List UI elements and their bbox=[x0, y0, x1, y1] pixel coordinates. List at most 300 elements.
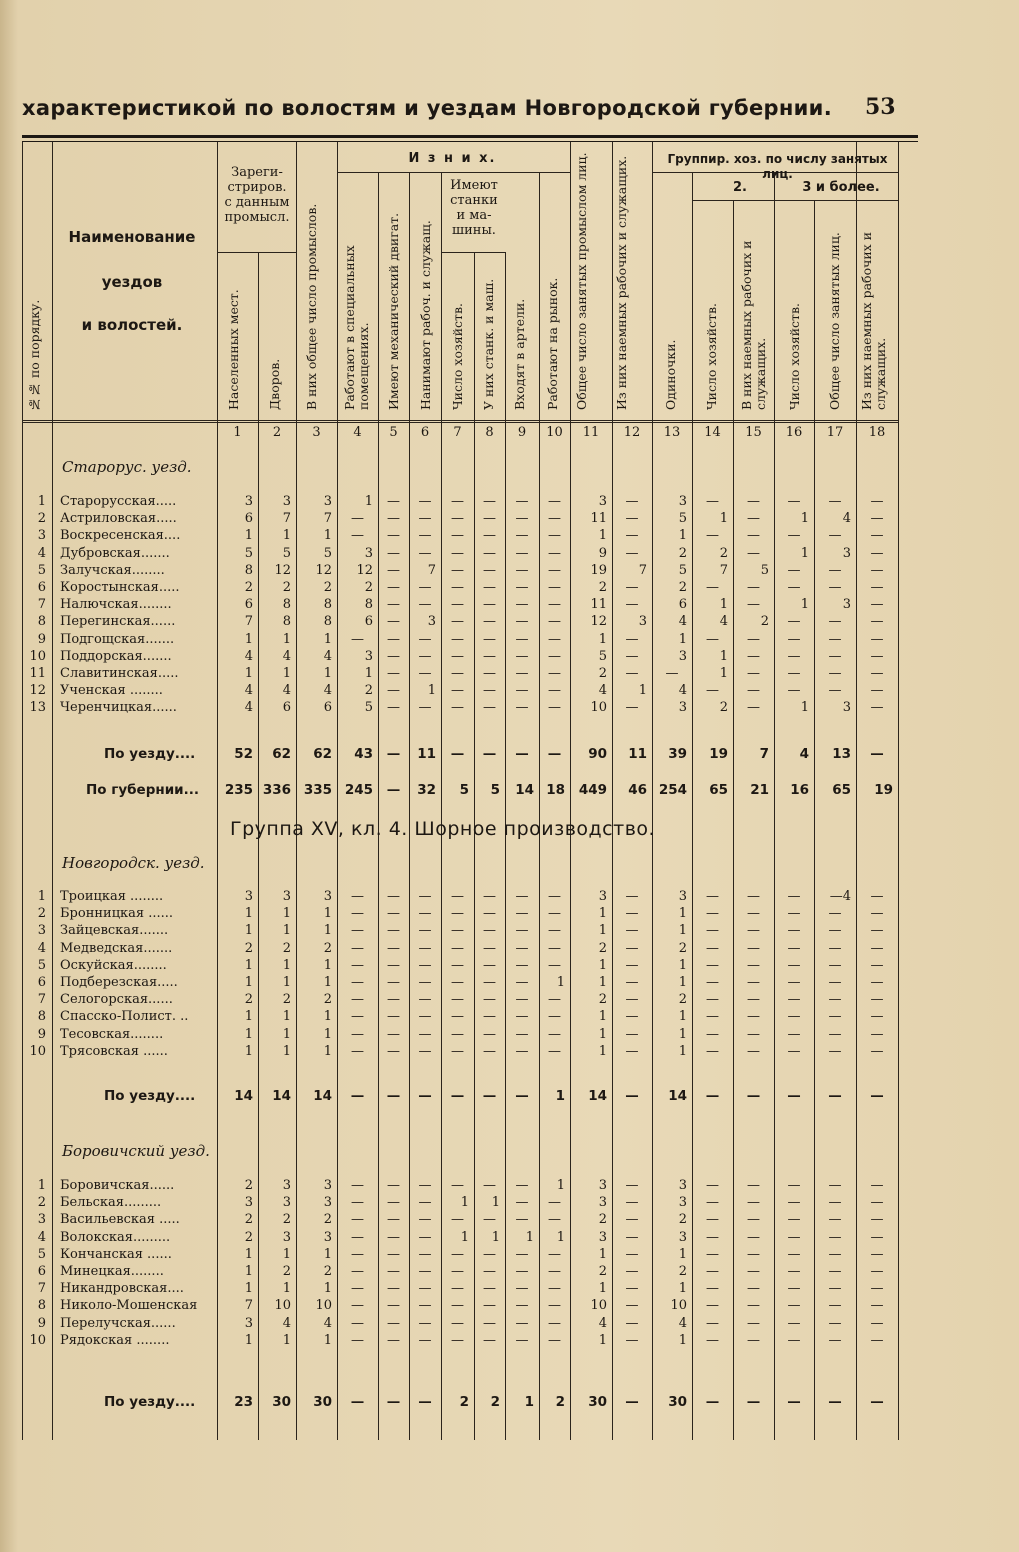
table-cell: — bbox=[418, 1195, 432, 1211]
table-cell: 1 bbox=[678, 975, 687, 990]
table-cell: — bbox=[625, 666, 639, 681]
table-cell: — bbox=[625, 580, 639, 595]
table-cell: — bbox=[418, 1332, 432, 1348]
volost-name: Перегинская...... bbox=[60, 614, 176, 630]
column-number: 10 bbox=[546, 425, 563, 440]
row-number: 10 bbox=[29, 1043, 46, 1059]
table-cell: 1 bbox=[556, 975, 565, 990]
table-cell: 5 bbox=[459, 782, 469, 798]
table-cell: 65 bbox=[832, 782, 851, 798]
table-cell: — bbox=[515, 1195, 529, 1211]
table-cell: 5 bbox=[678, 562, 687, 578]
table-cell: — bbox=[515, 511, 529, 527]
table-cell: — bbox=[870, 1178, 884, 1193]
col-name-header-2: уездов bbox=[101, 273, 163, 291]
row-number: 11 bbox=[29, 666, 46, 681]
page-header-title: характеристикой по волостям и уездам Новгородской губернии. bbox=[22, 96, 832, 120]
table-cell: — bbox=[387, 1332, 400, 1348]
table-cell: — bbox=[828, 562, 842, 578]
row-number: 4 bbox=[37, 940, 46, 956]
column-number: 16 bbox=[785, 425, 803, 440]
table-cell: — bbox=[451, 923, 464, 939]
table-cell: — bbox=[451, 975, 464, 990]
table-cell: 1 bbox=[598, 1281, 607, 1297]
section-title-borovichi: Боровичский уезд. bbox=[62, 1142, 210, 1160]
table-cell: 7 bbox=[282, 511, 291, 527]
table-cell: 1 bbox=[678, 528, 687, 544]
table-cell: — bbox=[747, 1212, 760, 1228]
table-cell: — bbox=[706, 1043, 719, 1059]
table-cell: 6 bbox=[244, 597, 253, 613]
table-cell: — bbox=[625, 906, 639, 922]
grouping-header: Группир. хоз. по числу занятых лиц. bbox=[667, 152, 888, 181]
table-cell: — bbox=[706, 631, 719, 647]
table-cell: 52 bbox=[234, 746, 253, 762]
table-cell: 4 bbox=[323, 648, 332, 664]
table-cell: 9 bbox=[598, 545, 607, 561]
row-number: 8 bbox=[37, 614, 46, 630]
table-cell: — bbox=[483, 975, 496, 990]
table-cell: 3 bbox=[598, 889, 607, 904]
row-number: 3 bbox=[37, 528, 46, 544]
table-cell: — bbox=[451, 1298, 464, 1314]
table-cell: — bbox=[482, 1088, 497, 1104]
table-cell: 10 bbox=[590, 1298, 607, 1314]
table-cell: — bbox=[625, 597, 639, 613]
table-cell: — bbox=[483, 992, 496, 1008]
table-cell: 1 bbox=[491, 1229, 500, 1245]
table-cell: — bbox=[387, 889, 400, 904]
table-cell: — bbox=[870, 1229, 884, 1245]
table-cell: 6 bbox=[282, 700, 291, 716]
table-cell: — bbox=[418, 1088, 432, 1104]
table-cell: — bbox=[418, 975, 432, 990]
table-cell: — bbox=[787, 940, 801, 956]
table-cell: — bbox=[828, 957, 842, 973]
volost-name: Славитинская..... bbox=[60, 666, 179, 681]
table-cell: — bbox=[548, 1298, 561, 1314]
table-cell: — bbox=[870, 746, 884, 762]
table-cell: — bbox=[387, 545, 400, 561]
table-cell: 6 bbox=[323, 700, 332, 716]
table-cell: — bbox=[451, 562, 464, 578]
column-number: 2 bbox=[272, 425, 282, 440]
table-cell: — bbox=[870, 511, 884, 527]
table-cell: — bbox=[870, 700, 884, 716]
table-cell: 2 bbox=[323, 1264, 332, 1279]
table-cell: 2 bbox=[244, 1229, 253, 1245]
table-cell: — bbox=[787, 648, 801, 664]
table-cell: 14 bbox=[588, 1088, 607, 1104]
table-cell: — bbox=[483, 1043, 496, 1059]
table-cell: — bbox=[870, 1315, 884, 1331]
table-cell: — bbox=[828, 923, 842, 939]
table-cell: 4 bbox=[244, 683, 253, 699]
table-cell: — bbox=[548, 1026, 561, 1042]
table-cell: — bbox=[451, 1281, 464, 1297]
table-cell: 5 bbox=[364, 700, 373, 716]
table-cell: 1 bbox=[598, 923, 607, 939]
settlements-header: Населенных мест. bbox=[226, 289, 241, 410]
table-cell: — bbox=[482, 746, 497, 762]
table-cell: — bbox=[418, 889, 432, 904]
table-cell: — bbox=[483, 597, 496, 613]
table-cell: — bbox=[387, 1195, 400, 1211]
table-cell: — bbox=[451, 1264, 464, 1279]
grid-vline bbox=[22, 142, 23, 1440]
table-cell: 2 bbox=[678, 1212, 687, 1228]
table-cell: — bbox=[747, 1315, 760, 1331]
table-cell: 2 bbox=[490, 1394, 500, 1410]
table-cell: — bbox=[548, 683, 561, 699]
table-cell: — bbox=[387, 511, 400, 527]
row-number: 7 bbox=[37, 992, 46, 1008]
table-cell: — bbox=[747, 648, 760, 664]
table-cell: — bbox=[515, 666, 529, 681]
table-cell: 1 bbox=[598, 906, 607, 922]
table-cell: 65 bbox=[709, 782, 728, 798]
table-cell: 1 bbox=[525, 1229, 534, 1245]
table-cell: — bbox=[351, 992, 364, 1008]
table-cell: — bbox=[515, 1264, 529, 1279]
table-cell: — bbox=[828, 1043, 842, 1059]
table-cell: — bbox=[787, 1043, 801, 1059]
table-cell: 4 bbox=[282, 683, 291, 699]
column-number: 11 bbox=[582, 425, 600, 440]
table-cell: — bbox=[870, 1026, 884, 1042]
table-cell: — bbox=[706, 957, 719, 973]
table-cell: — bbox=[483, 1315, 496, 1331]
table-cell: — bbox=[706, 528, 719, 544]
table-cell: 235 bbox=[224, 782, 253, 798]
table-cell: — bbox=[483, 666, 496, 681]
table-cell: — bbox=[548, 957, 561, 973]
table-cell: — bbox=[387, 683, 400, 699]
table-cell: 4 bbox=[678, 683, 687, 699]
table-cell: 2 bbox=[323, 992, 332, 1008]
table-cell: — bbox=[483, 1264, 496, 1279]
table-cell: — bbox=[418, 940, 432, 956]
table-cell: — bbox=[483, 1332, 496, 1348]
table-cell: — bbox=[351, 528, 364, 544]
table-cell: — bbox=[515, 1009, 529, 1025]
table-cell: 2 bbox=[719, 700, 728, 716]
table-cell: — bbox=[828, 1298, 842, 1314]
table-cell: — bbox=[787, 1212, 801, 1228]
table-cell: — bbox=[706, 1332, 719, 1348]
table-cell: — bbox=[418, 1026, 432, 1042]
table-cell: — bbox=[387, 1298, 400, 1314]
table-cell: 2 bbox=[459, 1394, 469, 1410]
table-cell: 4 bbox=[678, 614, 687, 630]
table-cell: — bbox=[387, 1212, 400, 1228]
table-cell: 62 bbox=[272, 746, 291, 762]
column-number: 14 bbox=[704, 425, 721, 440]
table-cell: — bbox=[451, 1009, 464, 1025]
table-cell: — bbox=[787, 1009, 801, 1025]
table-cell: — bbox=[747, 1178, 760, 1193]
table-cell: 1 bbox=[282, 975, 291, 990]
table-cell: 8 bbox=[244, 562, 253, 578]
table-cell: 1 bbox=[800, 545, 809, 561]
table-cell: 2 bbox=[282, 1264, 291, 1279]
table-cell: — bbox=[418, 631, 432, 647]
table-cell: — bbox=[828, 940, 842, 956]
table-cell: 4 bbox=[282, 648, 291, 664]
table-cell: — bbox=[387, 1178, 400, 1193]
table-cell: — bbox=[351, 1332, 364, 1348]
table-cell: — bbox=[870, 889, 884, 904]
row-number: 1 bbox=[37, 494, 46, 509]
table-cell: 1 bbox=[719, 597, 728, 613]
table-cell: — bbox=[483, 683, 496, 699]
table-cell: 2 bbox=[244, 1212, 253, 1228]
volost-name: Тесовская........ bbox=[60, 1026, 164, 1042]
column-number: 18 bbox=[868, 425, 886, 440]
row-number: 7 bbox=[37, 597, 46, 613]
row-number: 2 bbox=[37, 511, 46, 527]
table-cell: — bbox=[418, 906, 432, 922]
table-cell: — bbox=[351, 1264, 364, 1279]
table-cell: — bbox=[387, 580, 400, 595]
table-cell: — bbox=[828, 631, 842, 647]
table-cell: — bbox=[548, 614, 561, 630]
table-cell: 7 bbox=[244, 1298, 253, 1314]
table-cell: 39 bbox=[668, 746, 687, 762]
row-number: 10 bbox=[29, 648, 46, 664]
row-number: 13 bbox=[29, 700, 46, 716]
table-cell: — bbox=[418, 528, 432, 544]
table-cell: 1 bbox=[638, 683, 647, 699]
table-cell: — bbox=[350, 1394, 365, 1410]
table-cell: 1 bbox=[244, 1009, 253, 1025]
table-cell: — bbox=[351, 1298, 364, 1314]
table-cell: — bbox=[706, 1026, 719, 1042]
table-cell: 2 bbox=[598, 940, 607, 956]
table-cell: 3 bbox=[282, 1178, 291, 1193]
column-number: 5 bbox=[389, 425, 398, 440]
table-cell: 1 bbox=[282, 1043, 291, 1059]
volost-name: Зайцевская....... bbox=[60, 923, 169, 939]
table-cell: 2 bbox=[323, 1212, 332, 1228]
table-cell: — bbox=[483, 494, 496, 509]
table-cell: — bbox=[515, 1332, 529, 1348]
table-cell: — bbox=[747, 511, 760, 527]
table-cell: — bbox=[451, 1178, 464, 1193]
table-cell: 5 bbox=[490, 782, 500, 798]
table-cell: 10 bbox=[590, 700, 607, 716]
grid-vline bbox=[52, 142, 53, 1440]
table-cell: — bbox=[483, 648, 496, 664]
table-cell: 5 bbox=[282, 545, 291, 561]
table-cell: — bbox=[351, 1229, 364, 1245]
table-cell: — bbox=[706, 1246, 719, 1262]
table-cell: 1 bbox=[244, 1026, 253, 1042]
table-cell: — bbox=[828, 1195, 842, 1211]
table-cell: — bbox=[787, 1229, 801, 1245]
volost-name: Никандровская.... bbox=[60, 1281, 184, 1297]
table-cell: 1 bbox=[244, 1281, 253, 1297]
table-cell: — bbox=[870, 992, 884, 1008]
table-cell: — bbox=[418, 1009, 432, 1025]
table-cell: — bbox=[515, 683, 529, 699]
table-cell: — bbox=[870, 906, 884, 922]
table-cell: — bbox=[828, 528, 842, 544]
table-cell: — bbox=[387, 940, 400, 956]
table-cell: 90 bbox=[588, 746, 607, 762]
table-cell: 1 bbox=[364, 666, 373, 681]
table-cell: — bbox=[706, 1178, 719, 1193]
table-cell: — bbox=[746, 1394, 761, 1410]
table-cell: — bbox=[787, 580, 801, 595]
table-cell: — bbox=[483, 545, 496, 561]
volost-name: Васильевская ..... bbox=[60, 1212, 180, 1228]
table-cell: 3 bbox=[598, 1195, 607, 1211]
table-cell: — bbox=[625, 494, 639, 509]
table-cell: 1 bbox=[556, 1178, 565, 1193]
table-cell: — bbox=[625, 1246, 639, 1262]
persons3-header: Общее число занятых лиц. bbox=[827, 232, 842, 410]
table-cell: 1 bbox=[678, 906, 687, 922]
table-cell: — bbox=[515, 1246, 529, 1262]
table-cell: — bbox=[418, 1229, 432, 1245]
table-cell: — bbox=[747, 1195, 760, 1211]
table-cell: — bbox=[747, 597, 760, 613]
table-cell: 1 bbox=[678, 1246, 687, 1262]
table-cell: — bbox=[787, 1026, 801, 1042]
table-cell: — bbox=[870, 1298, 884, 1314]
table-cell: — bbox=[747, 1281, 760, 1297]
table-cell: — bbox=[351, 1246, 364, 1262]
table-cell: — bbox=[706, 906, 719, 922]
volost-name: Залучская........ bbox=[60, 562, 165, 578]
table-cell: — bbox=[451, 1246, 464, 1262]
table-cell: 2 bbox=[678, 992, 687, 1008]
table-cell: — bbox=[515, 528, 529, 544]
grid-vline bbox=[258, 252, 259, 1440]
table-cell: — bbox=[870, 1009, 884, 1025]
table-cell: — bbox=[787, 666, 801, 681]
table-cell: 1 bbox=[598, 1246, 607, 1262]
table-cell: 2 bbox=[555, 1394, 565, 1410]
table-cell: — bbox=[706, 940, 719, 956]
row-number: 7 bbox=[37, 1281, 46, 1297]
table-cell: 18 bbox=[546, 782, 565, 798]
table-cell: — bbox=[548, 580, 561, 595]
table-cell: 2 bbox=[598, 666, 607, 681]
table-cell: — bbox=[787, 631, 801, 647]
table-cell: — bbox=[418, 580, 432, 595]
table-cell: 2 bbox=[364, 580, 373, 595]
total-persons-header: Общее число занятых промыслом лиц. bbox=[574, 152, 589, 410]
table-cell: 1 bbox=[678, 1332, 687, 1348]
volost-name: Рядокская ........ bbox=[60, 1332, 170, 1348]
table-cell: — bbox=[351, 511, 364, 527]
row-number: 6 bbox=[37, 975, 46, 990]
table-cell: — bbox=[351, 940, 364, 956]
their-machines-header: У них станк. и маш. bbox=[481, 278, 496, 410]
table-cell: — bbox=[418, 957, 432, 973]
table-cell: 14 bbox=[313, 1088, 332, 1104]
table-cell: 1 bbox=[323, 1026, 332, 1042]
table-cell: 1 bbox=[282, 1026, 291, 1042]
table-cell: — bbox=[787, 1246, 801, 1262]
table-cell: — bbox=[548, 940, 561, 956]
table-cell: — bbox=[451, 666, 464, 681]
table-cell: — bbox=[706, 1212, 719, 1228]
table-cell: 3 bbox=[323, 1195, 332, 1211]
table-cell: 3 bbox=[244, 494, 253, 509]
table-cell: — bbox=[548, 666, 561, 681]
table-cell: — bbox=[351, 906, 364, 922]
table-cell: — bbox=[451, 957, 464, 973]
three-more-header: 3 и более. bbox=[802, 180, 880, 195]
table-cell: 3 bbox=[598, 1229, 607, 1245]
table-cell: 449 bbox=[578, 782, 607, 798]
table-cell: — bbox=[451, 1315, 464, 1331]
table-cell: — bbox=[625, 1088, 639, 1104]
table-cell: 11 bbox=[628, 746, 647, 762]
table-cell: — bbox=[483, 528, 496, 544]
table-cell: — bbox=[828, 975, 842, 990]
table-cell: 1 bbox=[598, 1026, 607, 1042]
table-cell: 3 bbox=[244, 889, 253, 904]
table-cell: 1 bbox=[282, 923, 291, 939]
table-cell: — bbox=[706, 1281, 719, 1297]
table-cell: — bbox=[787, 906, 801, 922]
table-cell: — bbox=[548, 1212, 561, 1228]
table-cell: — bbox=[387, 700, 400, 716]
table-cell: 3 bbox=[244, 1315, 253, 1331]
table-cell: — bbox=[787, 1298, 801, 1314]
table-cell: 2 bbox=[760, 614, 769, 630]
table-cell: — bbox=[451, 1212, 464, 1228]
table-cell: — bbox=[747, 1229, 760, 1245]
table-cell: 1 bbox=[323, 666, 332, 681]
table-cell: — bbox=[387, 648, 400, 664]
hh3-header: Число хозяйств. bbox=[787, 303, 802, 410]
row-number: 8 bbox=[37, 1298, 46, 1314]
table-cell: — bbox=[870, 1088, 884, 1104]
table-cell: — bbox=[870, 923, 884, 939]
table-cell: — bbox=[787, 683, 801, 699]
table-cell: — bbox=[747, 1264, 760, 1279]
table-cell: — bbox=[625, 511, 639, 527]
table-cell: — bbox=[451, 545, 464, 561]
table-cell: — bbox=[828, 1088, 842, 1104]
volost-name: Коростынская..... bbox=[60, 580, 180, 595]
table-cell: — bbox=[625, 1281, 639, 1297]
table-cell: — bbox=[747, 1026, 760, 1042]
table-cell: — bbox=[548, 528, 561, 544]
table-cell: — bbox=[483, 1178, 496, 1193]
table-cell: — bbox=[828, 648, 842, 664]
table-cell: — bbox=[625, 1264, 639, 1279]
table-cell: — bbox=[515, 957, 529, 973]
table-cell: — bbox=[515, 923, 529, 939]
hired-header: Из них наемных рабочих и служащих. bbox=[614, 155, 629, 410]
market-header: Работают на рынок. bbox=[545, 277, 560, 410]
volost-name: Волокская......... bbox=[60, 1229, 171, 1245]
table-cell: — bbox=[870, 1264, 884, 1279]
table-cell: — bbox=[548, 562, 561, 578]
table-cell: — bbox=[747, 992, 760, 1008]
table-cell: — bbox=[515, 614, 529, 630]
table-cell: 10 bbox=[274, 1298, 291, 1314]
volost-name: Дубровская....... bbox=[60, 545, 170, 561]
table-cell: 4 bbox=[244, 700, 253, 716]
table-cell: 1 bbox=[244, 631, 253, 647]
